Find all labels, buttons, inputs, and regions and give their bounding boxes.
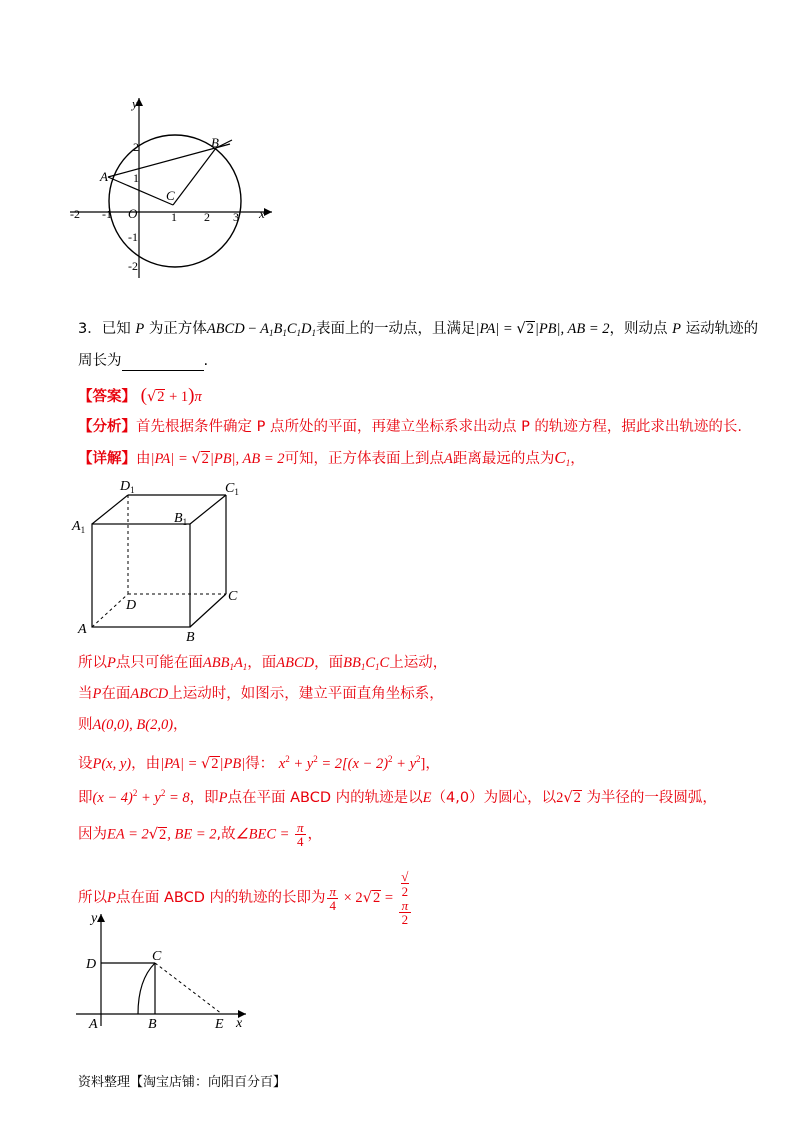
solution-line-7: 所以P点在面 ABCD 内的轨迹的长即为 $\frac{\pi}{4}$ × 2√2 = √ 2 π 2 <box>78 870 413 926</box>
point-a-label: A <box>89 1017 98 1032</box>
point-d-label: D <box>86 957 97 972</box>
analysis-line: 【分析】首先根据条件确定 P 点所处的平面，再建立坐标系求出动点 P 的轨迹方程，据此求出轨迹的长. <box>78 419 743 435</box>
problem-3-line-1: 3．已知 P 为正方体ABCD − $A_1B_1C_1D_1$表面上的一动点，且满足|PA| = √2|PB|, AB = 2，则动点 P 运动轨迹的 <box>78 321 759 338</box>
circle-figure <box>60 88 290 288</box>
label-d1: $D_1$ <box>120 479 135 495</box>
tick-y: -1 <box>128 230 138 244</box>
label-a: A <box>78 622 87 637</box>
solution-line-3: 则A(0,0), B(2,0)， <box>78 717 188 733</box>
segment-ac <box>108 177 173 205</box>
footer-text: 资料整理【淘宝店铺：向阳百分百】 <box>78 1075 287 1090</box>
solution-line-1: 所以P点只可能在面$ABB_1A_1$，面ABCD，面$BB_1C_1C$上运动， <box>78 655 448 672</box>
origin-label: O <box>128 206 138 221</box>
y-label: y <box>132 96 138 111</box>
label-b: B <box>186 630 195 645</box>
tick-y: 1 <box>133 171 139 185</box>
cube-front-face <box>92 524 190 627</box>
detail-line: 【详解】由|PA| = √2|PB|, AB = 2可知，正方体表面上到点A距离最远的点为$C_1$， <box>78 448 585 468</box>
segment-ce <box>155 963 222 1014</box>
point-b-label: B <box>211 135 219 150</box>
solution-line-6: 因为EA = 2√2, BE = 2,故∠BEC = $\frac{\pi}{4}$ ， <box>78 820 323 849</box>
point-b-label: B <box>148 1017 157 1032</box>
tick-x: 1 <box>171 210 177 224</box>
circle <box>109 135 241 267</box>
tick-x: -1 <box>102 207 112 221</box>
arc <box>138 963 155 1014</box>
point-c-label: C <box>152 949 162 964</box>
x-label: x <box>236 1016 243 1031</box>
point-c-label: C <box>166 188 175 203</box>
problem-3-line-2: 周长为 . <box>78 353 209 369</box>
answer-blank <box>122 356 204 371</box>
label-c: C <box>228 589 238 604</box>
y-label: y <box>91 911 98 926</box>
tick-x: 3 <box>233 210 239 224</box>
label-b1: $B_1$ <box>174 511 188 527</box>
label-d: D <box>126 598 137 613</box>
tick-x: 2 <box>204 210 210 224</box>
solution-line-5: 即$(x - 4)^2 + y^2 = 8$，即P点在平面 ABCD 内的轨迹是以E（4,0）为圆心，以2√2 为半径的一段圆弧， <box>78 788 717 806</box>
cube-figure <box>70 478 260 648</box>
solution-line-2: 当P在面ABCD上运动时，如图示，建立平面直角坐标系， <box>78 686 444 702</box>
label-c1: $C_1$ <box>225 481 239 497</box>
segment-bc <box>173 148 216 205</box>
answer-line: 【答案】 (√2 + 1)π <box>78 385 202 406</box>
point-a-label: A <box>100 169 108 184</box>
x-label: x <box>259 206 265 221</box>
arc-figure <box>74 908 254 1036</box>
label-a1: $A_1$ <box>72 519 86 535</box>
tick-x: -2 <box>70 207 80 221</box>
tick-y: -2 <box>128 259 138 273</box>
tick-y: 2 <box>133 140 139 154</box>
solution-line-4: 设P(x, y)，由|PA| = √2|PB|得： $x^2 + y^2 = 2[(x - 2)^2 + y^2]$， <box>78 754 440 772</box>
point-e-label: E <box>215 1017 224 1032</box>
